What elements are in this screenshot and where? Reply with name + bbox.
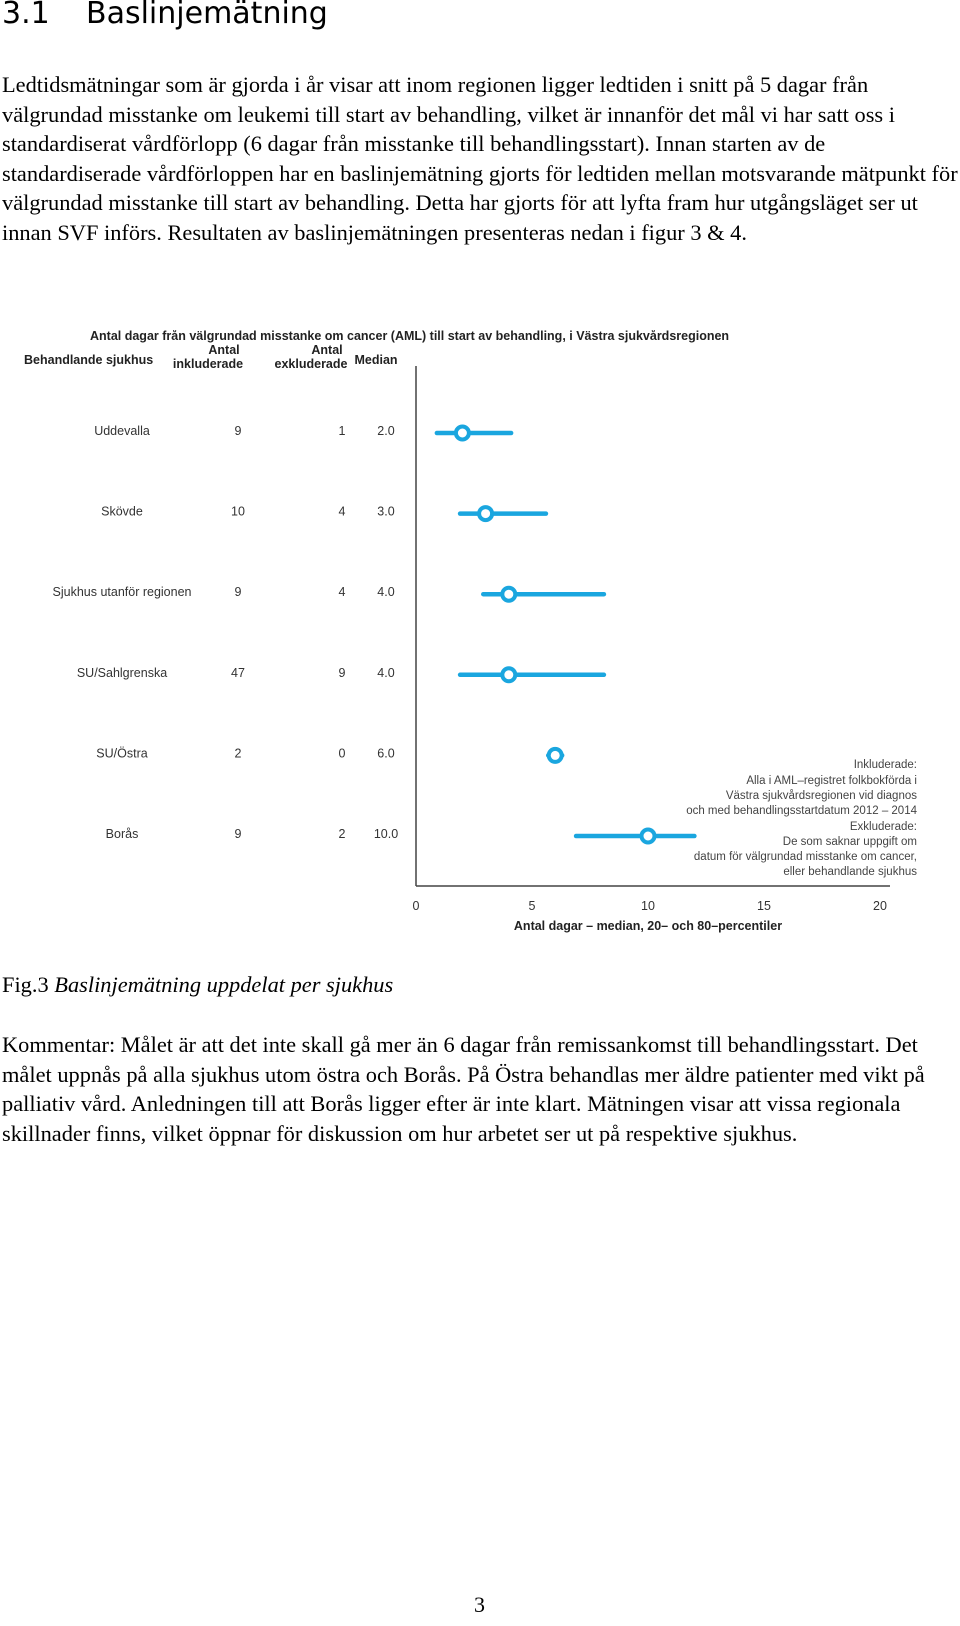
- row-included: 10: [231, 504, 245, 519]
- inclusion-note-line: datum för välgrundad misstanke om cancer,: [693, 851, 917, 863]
- median-marker: [502, 668, 515, 681]
- row-included: 9: [234, 424, 242, 438]
- column-header-excluded-line1: Antal: [311, 343, 343, 357]
- row-median-value: 10.0: [373, 827, 399, 841]
- row-hospital: Skövde: [101, 504, 143, 519]
- inclusion-note-line: Inkluderade:: [853, 759, 917, 771]
- column-header-hospital: Behandlande sjukhus: [24, 353, 154, 367]
- row-excluded: 9: [338, 665, 346, 680]
- row-hospital: SU/Östra: [96, 746, 148, 761]
- inclusion-note-line: De som saknar uppgift om: [782, 836, 917, 848]
- inclusion-notes: [686, 759, 917, 878]
- forest-plot: [0, 330, 960, 950]
- row-excluded: 0: [338, 746, 346, 761]
- row-hospital: SU/Sahlgrenska: [76, 665, 168, 680]
- table-row: [96, 746, 562, 762]
- table-row: [53, 585, 604, 601]
- row-included: 2: [234, 746, 242, 761]
- x-tick-label: 5: [528, 899, 536, 913]
- row-included: 47: [231, 665, 245, 680]
- row-hospital: Borås: [105, 827, 139, 841]
- column-header-included-line2: inkluderade: [172, 357, 244, 371]
- table-row: [77, 666, 604, 682]
- column-header-median: Median: [354, 353, 398, 367]
- column-header-included-line1: Antal: [208, 343, 240, 357]
- row-excluded: 2: [338, 827, 346, 841]
- median-marker: [549, 749, 562, 762]
- table-row: [101, 505, 546, 520]
- comment-paragraph: Kommentar: Målet är att det inte skall gå mer än 6 dagar från remissankomst till behandlingsstart. Det målet uppnås på alla sjukhus utom östra och Borås. På Östra behandlas mer äldre patienter med vikt på palliativ vård. Anledningen till att Borås ligger efter är inte klart. Mätningen visar att vissa regionala skillnader finns, vilket öppnar för diskussion om hur arbetet ser ut på respektive sjukhus.: [2, 1032, 925, 1146]
- figure-caption-prefix: Fig.3: [2, 972, 55, 997]
- row-included: 9: [234, 585, 242, 600]
- row-included: 9: [234, 827, 242, 841]
- x-tick-label: 10: [641, 899, 655, 913]
- inclusion-note-line: Västra sjukvårdsregionen vid diagnos: [725, 790, 917, 802]
- chart-title: Antal dagar från välgrundad misstanke om cancer (AML) till start av behandling, i Västra sjukvårdsregionen: [90, 330, 730, 343]
- table-row: [106, 827, 695, 843]
- row-excluded: 4: [338, 585, 346, 600]
- inclusion-note-line: Alla i AML–registret folkbokförda i: [746, 775, 917, 787]
- x-axis-label: Antal dagar – median, 20– och 80–percentiler: [513, 919, 783, 933]
- inclusion-note-line: Exkluderade:: [849, 821, 917, 833]
- row-median-value: 6.0: [377, 746, 395, 761]
- row-median-value: 3.0: [377, 504, 395, 519]
- section-title: Baslinjemätning: [86, 0, 328, 31]
- inclusion-note-line: eller behandlande sjukhus: [783, 866, 917, 878]
- figure-caption-text: Baslinjemätning uppdelat per sjukhus: [54, 972, 394, 997]
- row-median-value: 4.0: [377, 665, 395, 680]
- section-number: 3.1: [2, 0, 50, 31]
- row-median-value: 2.0: [377, 424, 395, 438]
- data-rows: [53, 424, 695, 843]
- median-marker: [456, 427, 469, 440]
- row-excluded: 1: [338, 424, 346, 438]
- section-heading: [2, 0, 328, 31]
- figure-caption: [2, 972, 393, 998]
- page-number: 3: [474, 1592, 485, 1617]
- row-hospital: Uddevalla: [94, 424, 150, 438]
- x-tick-label: 0: [412, 899, 420, 913]
- median-marker: [479, 507, 492, 520]
- x-axis-ticks: [413, 899, 887, 913]
- column-header-excluded-line2: exkluderade: [274, 357, 348, 371]
- intro-paragraph: Ledtidsmätningar som är gjorda i år visar att inom regionen ligger ledtiden i snitt på 5 dagar från välgrundad misstanke om leukemi till start av behandling, vilket är innanför det mål vi har satt oss i standardiserat vårdförlopp (6 dagar från misstanke till behandlingsstart). Innan starten av de standardiserade vårdförloppen har en baslinjemätning gjorts för ledtiden mellan motsvarande mätpunkt för välgrundad misstanke till start av behandling. Detta har gjorts för att lyfta fram hur utgångsläget ser ut innan SVF införs. Resultaten av baslinjemätningen presenteras nedan i figur 3 & 4.: [2, 72, 958, 245]
- x-tick-label: 20: [873, 899, 887, 913]
- median-marker: [502, 588, 515, 601]
- median-marker: [642, 830, 655, 843]
- table-row: [94, 424, 511, 440]
- row-median-value: 4.0: [377, 585, 395, 600]
- x-tick-label: 15: [757, 899, 771, 913]
- row-hospital: Sjukhus utanför regionen: [52, 585, 192, 600]
- row-excluded: 4: [338, 504, 346, 519]
- inclusion-note-line: och med behandlingsstartdatum 2012 – 2014: [686, 805, 917, 817]
